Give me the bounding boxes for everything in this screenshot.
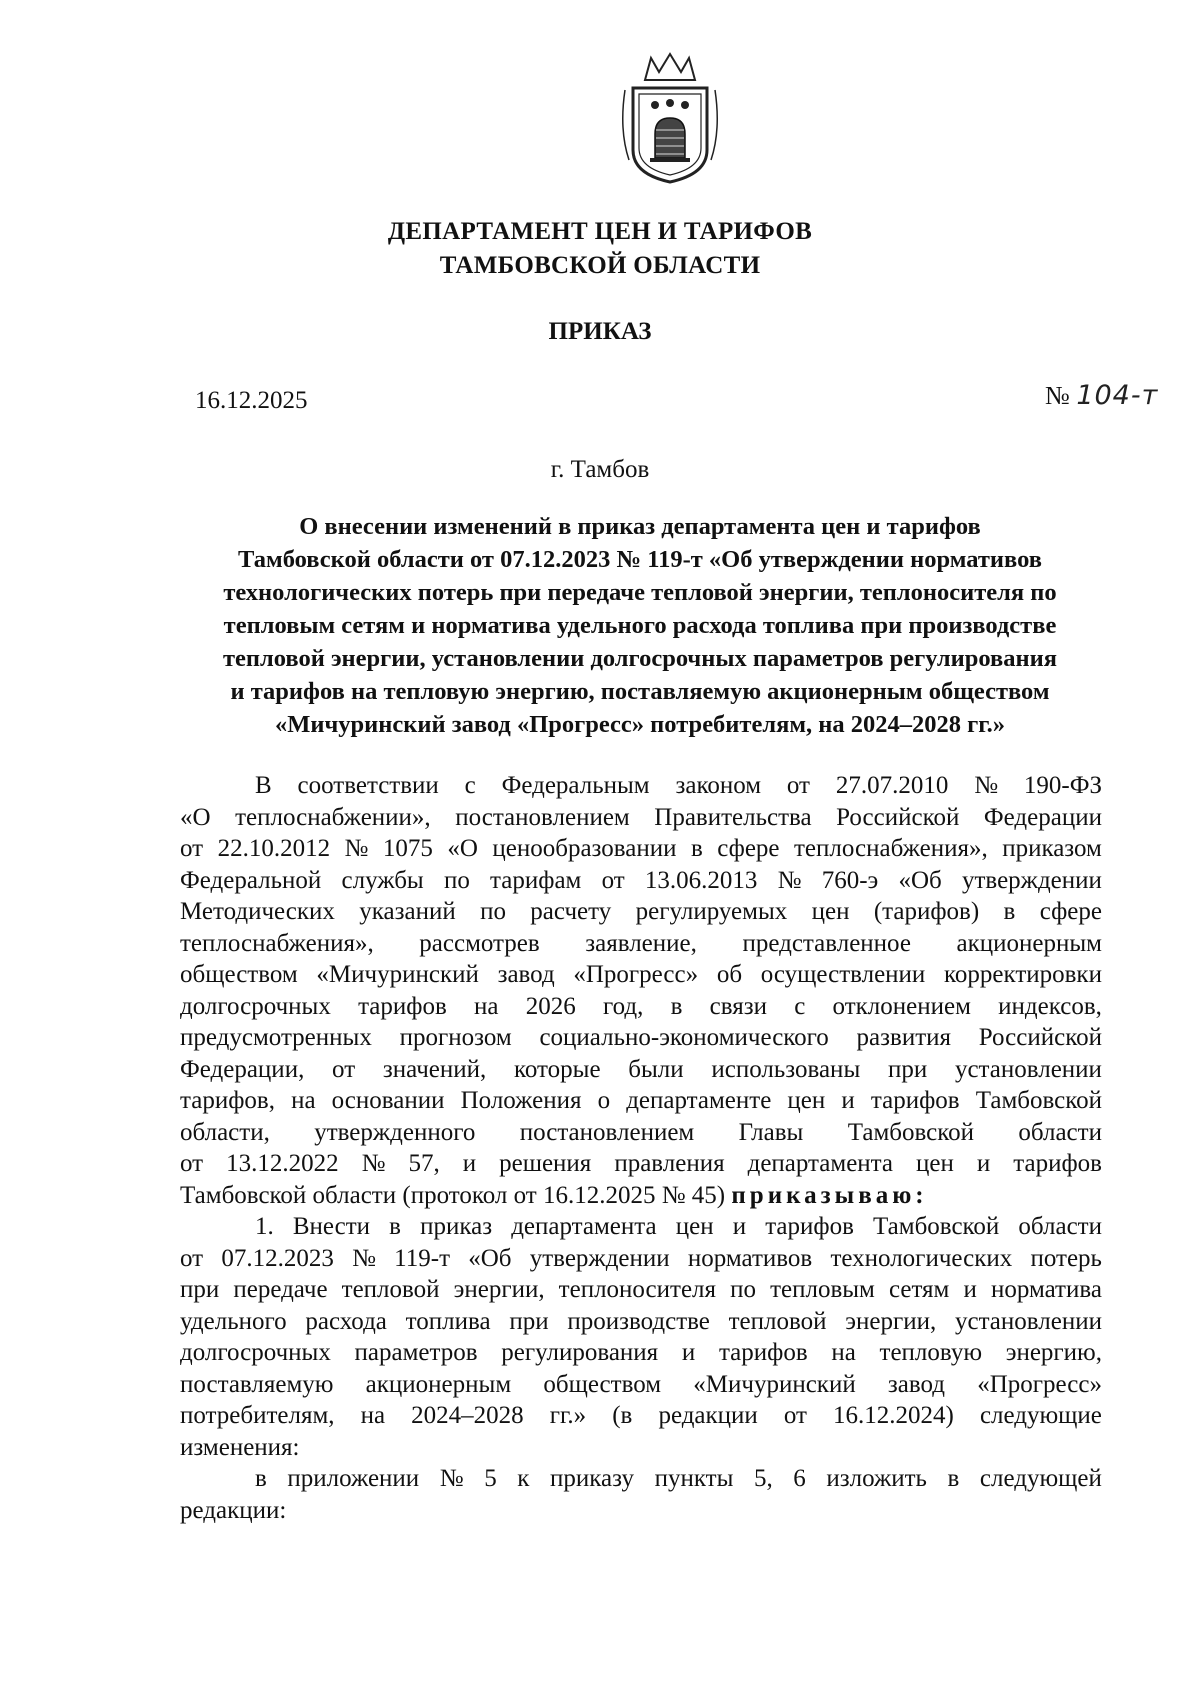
word: с bbox=[464, 772, 476, 799]
word: законом bbox=[675, 772, 762, 799]
word: и bbox=[462, 1150, 477, 1177]
word: приказ bbox=[420, 1213, 493, 1240]
word: 760-э bbox=[821, 866, 879, 894]
word: заявление, bbox=[585, 929, 697, 957]
word: 6 bbox=[793, 1465, 806, 1492]
number-prefix: № bbox=[1045, 381, 1070, 410]
body-line bbox=[180, 865, 1102, 897]
word: в bbox=[690, 835, 703, 862]
body-line bbox=[180, 1211, 1102, 1243]
word: утвержденного bbox=[314, 1118, 476, 1146]
word: Российской bbox=[978, 1024, 1102, 1051]
word: по bbox=[730, 1276, 756, 1303]
word: тарифов bbox=[718, 1339, 808, 1366]
body-line bbox=[180, 991, 1102, 1023]
tambov-coat-of-arms-icon bbox=[615, 50, 725, 190]
word: корректировки bbox=[944, 961, 1102, 988]
word: сфере bbox=[1039, 898, 1102, 925]
word: установлении bbox=[954, 1055, 1102, 1083]
word: осуществлении bbox=[760, 961, 926, 988]
word: от bbox=[601, 866, 625, 894]
word: пункты bbox=[654, 1465, 734, 1492]
word: индексов, bbox=[998, 992, 1102, 1020]
word: в bbox=[947, 1465, 960, 1492]
word: «Мичуринский bbox=[693, 1370, 856, 1398]
word: приказом bbox=[1002, 835, 1102, 862]
word: департамента bbox=[511, 1213, 657, 1240]
word: службы bbox=[341, 866, 424, 894]
word: акционерным bbox=[365, 1370, 512, 1398]
word: долгосрочных bbox=[180, 992, 331, 1020]
word: удельного bbox=[180, 1307, 287, 1335]
word: использованы bbox=[711, 1055, 861, 1083]
word: в bbox=[670, 992, 683, 1020]
word: 57, bbox=[408, 1150, 440, 1177]
body-line bbox=[180, 833, 1102, 865]
word: 190-ФЗ bbox=[1023, 772, 1102, 799]
word: 1. bbox=[255, 1213, 274, 1240]
word: утверждении bbox=[962, 866, 1102, 894]
word: Тамбовской bbox=[873, 1213, 1000, 1240]
word: о bbox=[597, 1087, 611, 1114]
word: следующей bbox=[979, 1465, 1102, 1492]
word: соответствии bbox=[297, 772, 439, 799]
word: теплоснабжения», bbox=[180, 929, 374, 957]
body-line bbox=[180, 1306, 1102, 1338]
word: № bbox=[777, 866, 802, 894]
body-line bbox=[180, 896, 1102, 928]
word: и bbox=[963, 1276, 977, 1303]
word: редакции bbox=[658, 1402, 758, 1429]
word: норматива bbox=[990, 1276, 1102, 1303]
body-line bbox=[180, 770, 1102, 802]
body-line: изменения: bbox=[180, 1433, 300, 1461]
word: на bbox=[291, 1087, 316, 1114]
word: рассмотрев bbox=[419, 929, 540, 957]
word: указаний bbox=[359, 898, 456, 925]
subject-line: Тамбовской области от 07.12.2023 № 119-т «Об утверждении нормативов bbox=[238, 546, 1042, 573]
word: «О bbox=[447, 835, 478, 862]
body-line bbox=[180, 1274, 1102, 1306]
word: по bbox=[443, 866, 470, 894]
word: и bbox=[681, 1339, 696, 1366]
word: к bbox=[517, 1465, 530, 1492]
document-type-title: ПРИКАЗ bbox=[548, 318, 652, 345]
word: основании bbox=[331, 1087, 445, 1114]
word: потерь bbox=[1030, 1244, 1102, 1272]
department-name-line1: ДЕПАРТАМЕНТ ЦЕН И ТАРИФОВ bbox=[387, 218, 813, 245]
word: прогнозом bbox=[399, 1024, 512, 1051]
body-line-text: Тамбовской области (протокол от 16.12.2025 № 45) bbox=[180, 1181, 726, 1209]
word: постановлением bbox=[455, 803, 630, 831]
word: передаче bbox=[233, 1276, 328, 1303]
word: с bbox=[794, 992, 806, 1020]
word: развития bbox=[856, 1024, 952, 1051]
word: департаменте bbox=[626, 1087, 772, 1114]
word: регулирования bbox=[501, 1339, 659, 1366]
word: в bbox=[255, 1465, 267, 1492]
word: на bbox=[474, 992, 499, 1020]
word: Правительства bbox=[654, 803, 812, 831]
word: потребителям, bbox=[180, 1402, 335, 1429]
word: Федеральной bbox=[180, 866, 322, 894]
word: представленное bbox=[742, 929, 911, 957]
word: в bbox=[389, 1213, 401, 1240]
order-word: приказываю: bbox=[731, 1181, 928, 1209]
word: обществом bbox=[180, 961, 298, 988]
word: от bbox=[786, 772, 810, 799]
body-line bbox=[180, 959, 1102, 991]
word: Федерации bbox=[983, 803, 1102, 831]
word: Главы bbox=[738, 1118, 804, 1146]
word: нормативов bbox=[687, 1244, 813, 1272]
word: правления bbox=[614, 1150, 725, 1177]
subject-line: технологических потерь при передаче тепловой энергии, теплоносителя по bbox=[223, 579, 1057, 606]
body-line bbox=[180, 1400, 1102, 1432]
word: по bbox=[480, 898, 506, 925]
body-line bbox=[180, 1337, 1102, 1369]
body-line bbox=[180, 1022, 1102, 1054]
word: гг.» bbox=[549, 1402, 587, 1429]
word: расхода bbox=[305, 1307, 387, 1335]
word: связи bbox=[709, 992, 767, 1020]
word: отклонением bbox=[832, 992, 971, 1020]
word: тепловой bbox=[728, 1307, 827, 1335]
word: «Мичуринский bbox=[316, 961, 479, 988]
word: ценообразовании bbox=[492, 835, 677, 862]
word: завод bbox=[887, 1370, 946, 1398]
word: 27.07.2010 bbox=[835, 772, 949, 799]
word: изложить bbox=[826, 1465, 927, 1492]
word: Методических bbox=[180, 898, 335, 925]
word: цен bbox=[916, 1150, 954, 1177]
body-line: редакции: bbox=[180, 1496, 287, 1524]
word: № bbox=[352, 1244, 376, 1272]
word: тепловой bbox=[341, 1276, 440, 1303]
word: и bbox=[732, 1213, 747, 1240]
word: 1075 bbox=[382, 835, 433, 862]
word: от bbox=[180, 835, 204, 862]
word: теплоснабжения», bbox=[794, 835, 988, 862]
body-line bbox=[180, 928, 1102, 960]
word: Федерации, bbox=[180, 1055, 305, 1083]
word: 2024–2028 bbox=[411, 1402, 524, 1429]
word: расчету bbox=[530, 898, 612, 925]
body-line bbox=[180, 1085, 1102, 1117]
word: Федеральным bbox=[501, 772, 650, 799]
word: области bbox=[1018, 1118, 1102, 1146]
word: 22.10.2012 bbox=[217, 835, 331, 862]
word: 119-т bbox=[394, 1244, 450, 1272]
word: 5 bbox=[484, 1465, 497, 1492]
word: технологических bbox=[830, 1244, 1013, 1272]
word: тепловую bbox=[879, 1339, 983, 1366]
word: теплоснабжении», bbox=[235, 803, 431, 831]
word: области bbox=[1018, 1213, 1102, 1240]
word: которые bbox=[514, 1055, 601, 1083]
word: (тарифов) bbox=[873, 898, 980, 925]
word: топлива bbox=[405, 1307, 491, 1335]
word: следующие bbox=[979, 1402, 1102, 1429]
word: департамента bbox=[747, 1150, 894, 1177]
word: от bbox=[332, 1055, 356, 1083]
word: приказу bbox=[550, 1465, 634, 1492]
word: параметров bbox=[354, 1339, 478, 1366]
word: тарифов bbox=[358, 992, 447, 1020]
word: цен bbox=[675, 1213, 714, 1240]
handwritten-order-number: 104-т bbox=[1076, 380, 1159, 411]
city: г. Тамбов bbox=[550, 456, 650, 483]
word: Положения bbox=[460, 1087, 582, 1114]
word: В bbox=[255, 772, 272, 799]
word: предусмотренных bbox=[180, 1024, 372, 1051]
word: обществом bbox=[543, 1370, 662, 1398]
word: и bbox=[841, 1087, 855, 1114]
word: 5, bbox=[753, 1465, 773, 1492]
word: приложении bbox=[287, 1465, 420, 1492]
word: при bbox=[180, 1276, 220, 1303]
word: № bbox=[439, 1465, 464, 1492]
department-name-line2: ТАМБОВСКОЙ ОБЛАСТИ bbox=[439, 252, 761, 279]
word: установлении bbox=[954, 1307, 1102, 1335]
word: «Прогресс» bbox=[573, 961, 699, 988]
word: Российской bbox=[836, 803, 960, 831]
word: тарифов bbox=[765, 1213, 854, 1240]
word: об bbox=[716, 961, 743, 988]
word: при bbox=[509, 1307, 549, 1335]
word: теплоносителя bbox=[558, 1276, 717, 1303]
word: Тамбовской bbox=[975, 1087, 1102, 1114]
word: цен bbox=[811, 898, 850, 925]
word: (в bbox=[612, 1402, 633, 1429]
word: от bbox=[180, 1244, 204, 1272]
subject-line: и тарифов на тепловую энергию, поставляемую акционерным обществом bbox=[230, 678, 1050, 705]
word: при bbox=[887, 1055, 928, 1083]
word: и bbox=[976, 1150, 991, 1177]
subject-line: О внесении изменений в приказ департамента цен и тарифов bbox=[299, 513, 981, 540]
word: акционерным bbox=[956, 929, 1102, 957]
word: 16.12.2024) bbox=[833, 1402, 954, 1429]
body-line bbox=[180, 1369, 1102, 1401]
word: были bbox=[628, 1055, 684, 1083]
word: энергии, bbox=[845, 1307, 937, 1335]
word: на bbox=[360, 1402, 386, 1429]
word: № bbox=[974, 772, 999, 799]
word: Тамбовской bbox=[847, 1118, 975, 1146]
word: тепловым bbox=[770, 1276, 875, 1303]
word: «Прогресс» bbox=[977, 1370, 1102, 1398]
body-line bbox=[180, 1463, 1102, 1495]
word: завод bbox=[497, 961, 555, 988]
word: «Об bbox=[468, 1244, 512, 1272]
body-line bbox=[180, 1148, 1102, 1180]
word: тарифов, bbox=[180, 1087, 275, 1114]
body-line bbox=[180, 1180, 1102, 1212]
order-subject bbox=[180, 510, 1100, 741]
body-line bbox=[180, 1243, 1102, 1275]
word: значений, bbox=[382, 1055, 487, 1083]
word: сфере bbox=[717, 835, 780, 862]
word: энергии, bbox=[453, 1276, 545, 1303]
word: регулируемых bbox=[635, 898, 788, 925]
word: тарифов bbox=[1013, 1150, 1102, 1177]
word: утверждении bbox=[529, 1244, 670, 1272]
word: № bbox=[361, 1150, 386, 1177]
body-line bbox=[180, 1054, 1102, 1086]
word: Внести bbox=[292, 1213, 371, 1240]
word: решения bbox=[499, 1150, 592, 1177]
word: «О bbox=[180, 803, 211, 831]
word: тарифам bbox=[490, 866, 582, 894]
word: 07.12.2023 bbox=[221, 1244, 334, 1272]
order-number bbox=[1045, 380, 1158, 411]
word: постановлением bbox=[519, 1118, 695, 1146]
word: от bbox=[783, 1402, 807, 1429]
word: 13.12.2022 bbox=[226, 1150, 339, 1177]
word: производстве bbox=[567, 1307, 710, 1335]
word: год, bbox=[602, 992, 644, 1020]
body-line bbox=[180, 1117, 1102, 1149]
word: от bbox=[180, 1150, 204, 1177]
word: цен bbox=[787, 1087, 826, 1114]
word: тарифов bbox=[870, 1087, 960, 1114]
order-date: 16.12.2025 bbox=[195, 387, 308, 414]
subject-line: «Мичуринский завод «Прогресс» потребителям, на 2024–2028 гг.» bbox=[274, 711, 1006, 738]
word: сетям bbox=[888, 1276, 950, 1303]
word: 2026 bbox=[525, 992, 576, 1020]
subject-line: тепловым сетям и норматива удельного расхода топлива при производстве bbox=[223, 612, 1057, 639]
word: в bbox=[1003, 898, 1016, 925]
word: поставляемую bbox=[180, 1370, 334, 1398]
word: № bbox=[344, 835, 369, 862]
word: «Об bbox=[898, 866, 942, 894]
word: долгосрочных bbox=[180, 1339, 331, 1366]
order-body bbox=[180, 770, 1102, 1526]
word: 13.06.2013 bbox=[644, 866, 758, 894]
word: на bbox=[831, 1339, 856, 1366]
body-line bbox=[180, 802, 1102, 834]
subject-line: тепловой энергии, установлении долгосрочных параметров регулирования bbox=[223, 645, 1057, 672]
word: области, bbox=[180, 1118, 270, 1146]
word: энергию, bbox=[1005, 1339, 1102, 1366]
word: социально-экономического bbox=[539, 1024, 829, 1051]
